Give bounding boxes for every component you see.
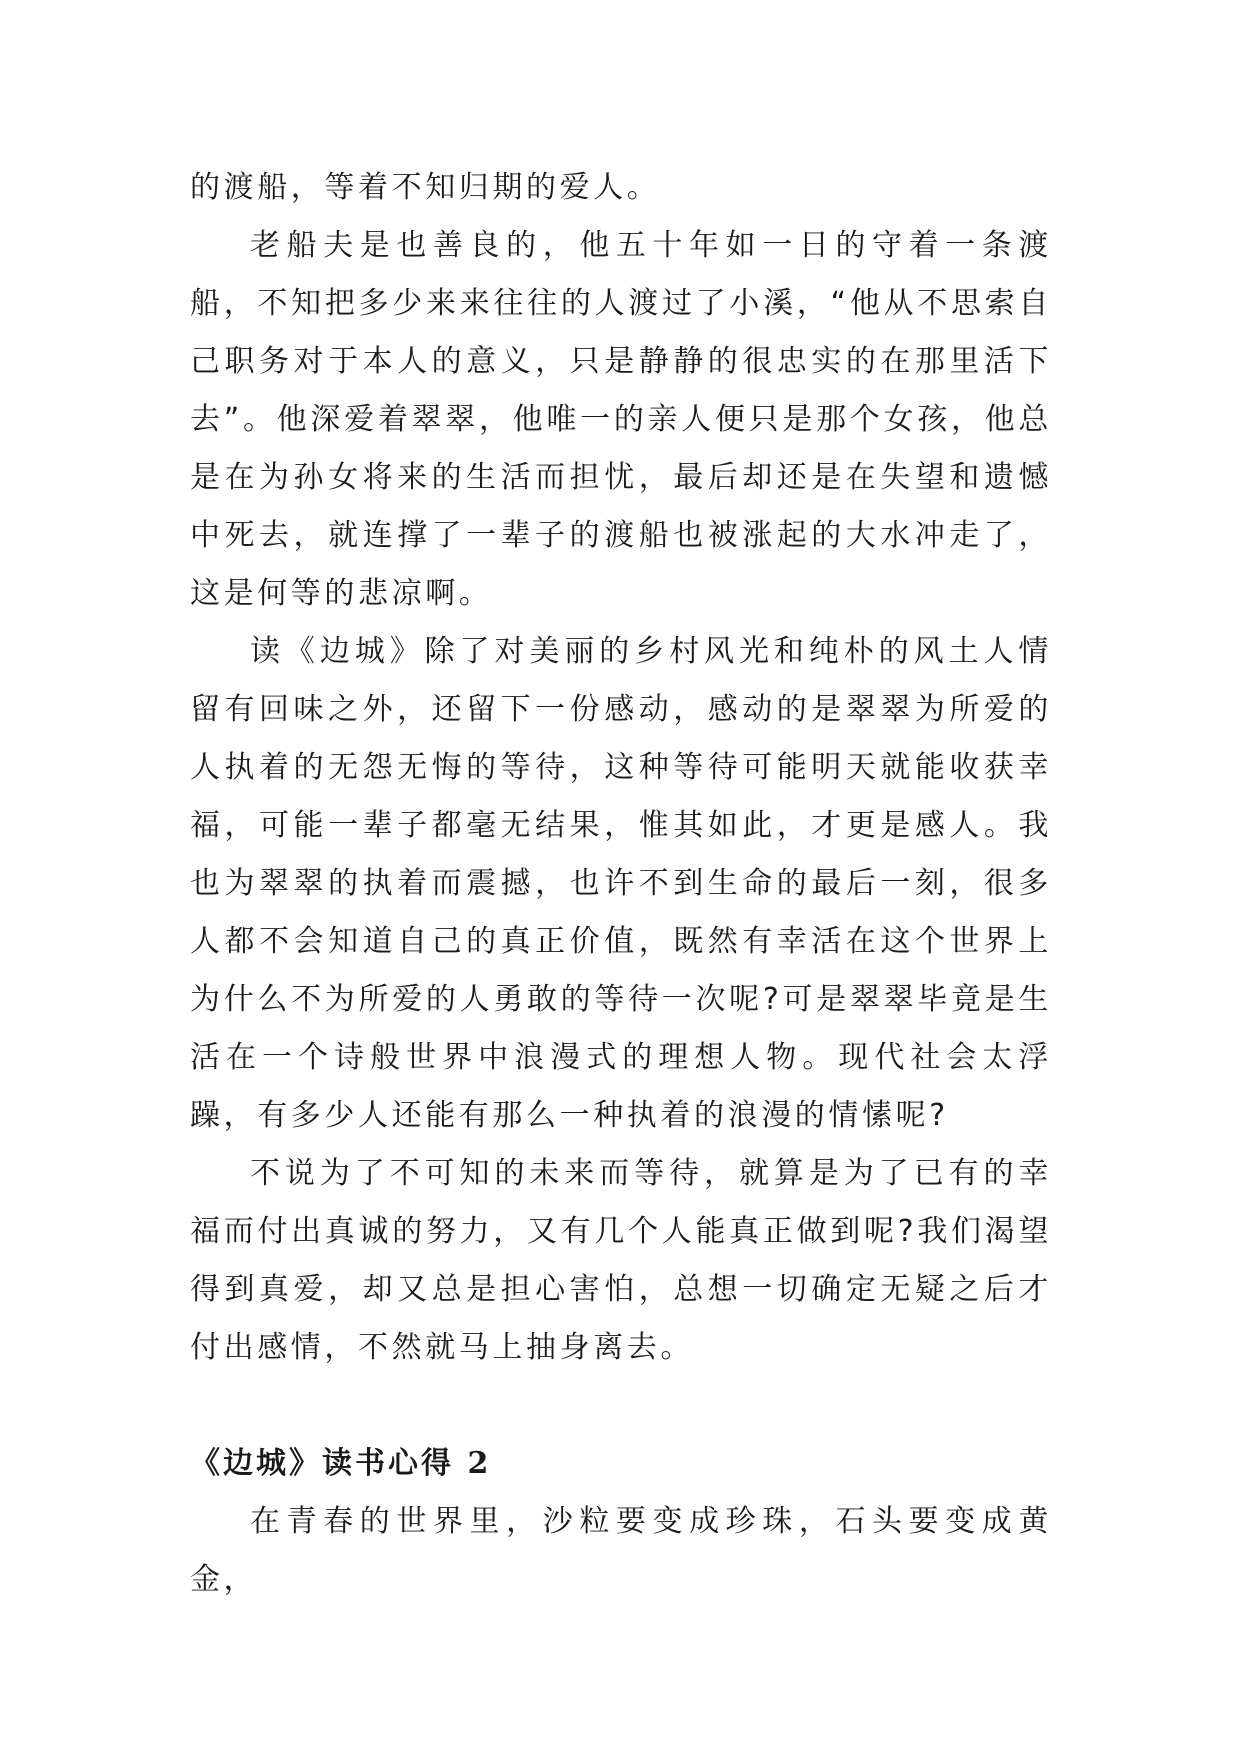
paragraph-youth-world: 在青春的世界里，沙粒要变成珍珠，石头要变成黄金，: [190, 1504, 1052, 1597]
paragraph-reading-biancheng: 读《边城》除了对美丽的乡村风光和纯朴的风土人情留有回味之外，还留下一份感动，感动的是翠翠为所爱的人执着的无怨无悔的等待，这种等待可能明天就能收获幸福，可能一辈子都毫无结果，惟其如此，才更是感人。我也为翠翠的执着而震撼，也许不到生命的最后一刻，很多人都不会知道自己的真正价值，既然有幸活在这个世界上为什么不为所爱的人勇敢的等待一次呢?可是翠翠毕竟是生活在一个诗般世界中浪漫式的理想人物。现代社会太浮躁，有多少人还能有那么一种执着的浪漫的情愫呢?: [190, 634, 1052, 1133]
section-spacer: [190, 1377, 1052, 1435]
document-body: [190, 159, 1052, 1609]
paragraph-continuation: 的渡船，等着不知归期的爱人。: [190, 170, 661, 205]
paragraph-waiting: 不说为了不可知的未来而等待，就算是为了已有的幸福而付出真诚的努力，又有几个人能真正做到呢?我们渴望得到真爱，却又总是担心害怕，总想一切确定无疑之后才付出感情，不然就马上抽身离去。: [190, 1156, 1052, 1365]
paragraph-old-boatman: 老船夫是也善良的，他五十年如一日的守着一条渡船，不知把多少来来往往的人渡过了小溪，“他从不思索自己职务对于本人的意义，只是静静的很忠实的在那里活下去”。他深爱着翠翠，他唯一的亲人便只是那个女孩，他总是在为孙女将来的生活而担忧，最后却还是在失望和遗憾中死去，就连撑了一辈子的渡船也被涨起的大水冲走了，这是何等的悲凉啊。: [190, 228, 1052, 611]
section-heading: 《边城》读书心得 2: [190, 1446, 492, 1481]
